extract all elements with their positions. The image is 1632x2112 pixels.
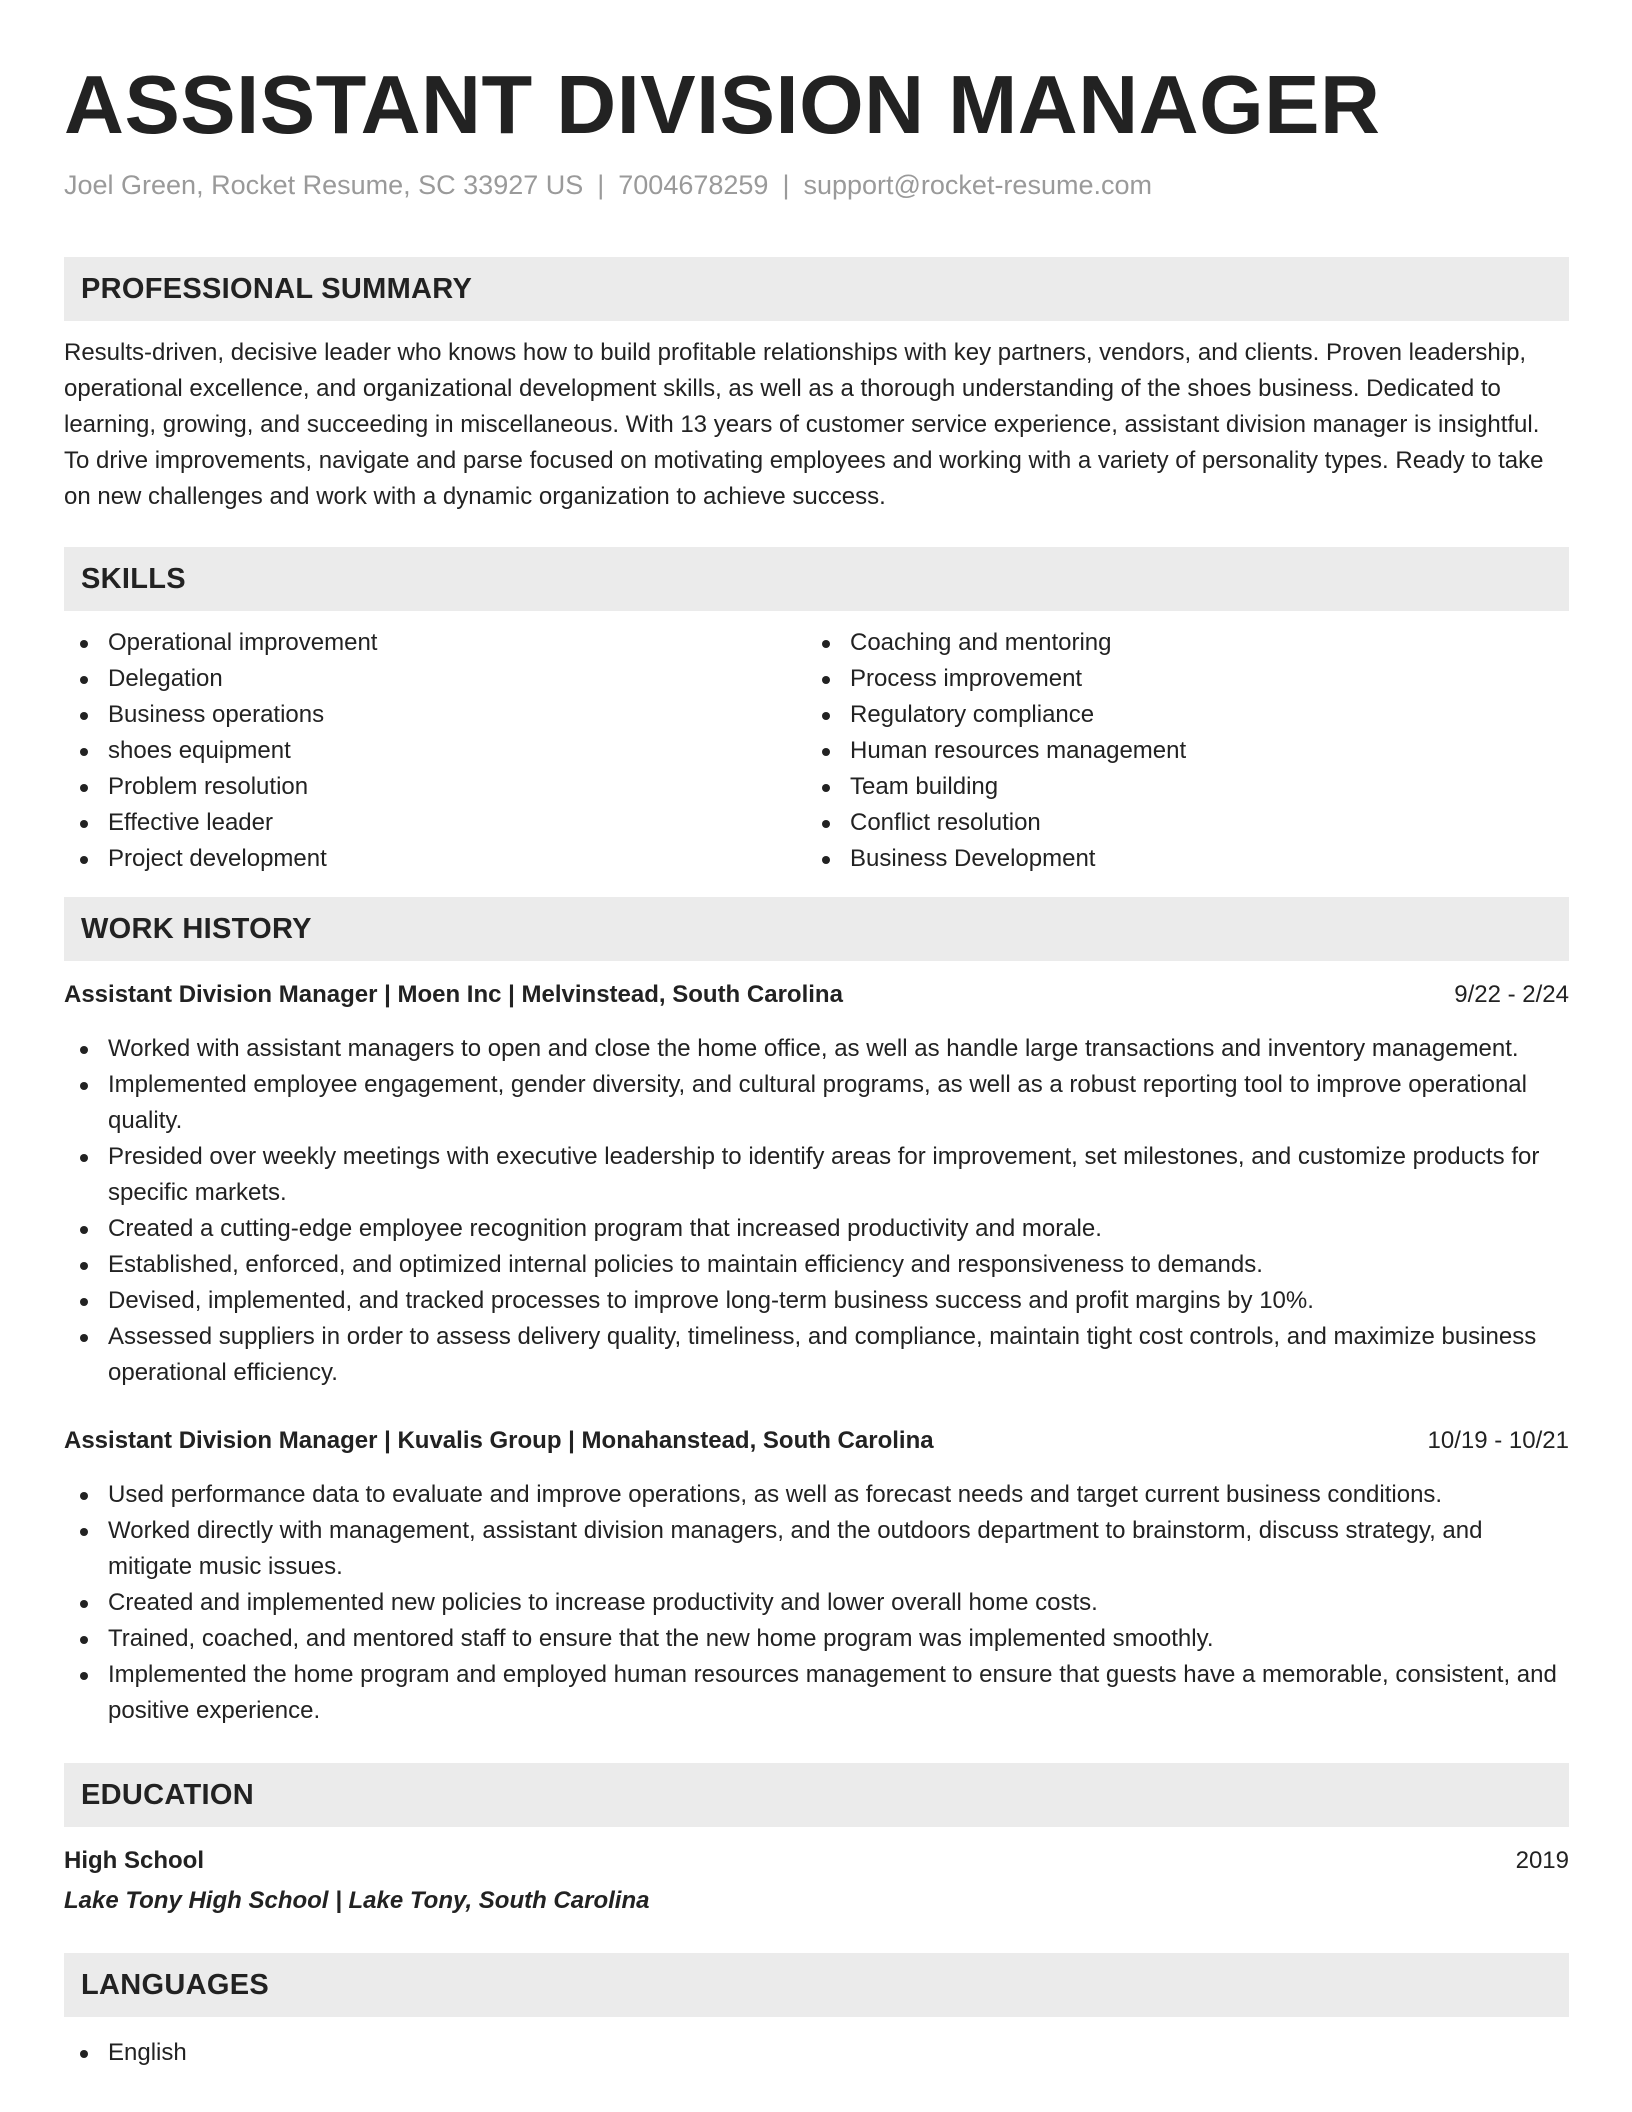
contact-line bbox=[64, 167, 1569, 203]
contact-email[interactable]: support@rocket-resume.com bbox=[803, 170, 1152, 200]
skill-item: Business Development bbox=[806, 841, 1186, 877]
job-bullet: Used performance data to evaluate and improve operations, as well as forecast needs and target current business conditions. bbox=[64, 1477, 1569, 1513]
skill-item: Problem resolution bbox=[64, 769, 806, 805]
skill-item: Operational improvement bbox=[64, 625, 806, 661]
contact-phone: 7004678259 bbox=[618, 170, 769, 200]
job-bullet: Presided over weekly meetings with executive leadership to identify areas for improvement, set milestones, and customize products for specific markets. bbox=[64, 1139, 1569, 1211]
education-heading bbox=[64, 1843, 1569, 1879]
job-heading bbox=[64, 1423, 1569, 1459]
skills-column-left bbox=[64, 625, 806, 877]
contact-separator: | bbox=[782, 170, 790, 200]
job-bullets bbox=[64, 1031, 1569, 1391]
resume-title: ASSISTANT DIVISION MANAGER bbox=[64, 58, 1381, 151]
skill-item: Coaching and mentoring bbox=[806, 625, 1186, 661]
education-school: Lake Tony High School | Lake Tony, South Carolina bbox=[64, 1887, 650, 1914]
job-bullet: Implemented the home program and employed human resources management to ensure that guests have a memorable, consistent, and positive experience. bbox=[64, 1657, 1569, 1729]
languages-list bbox=[64, 2035, 1569, 2071]
skill-item: Process improvement bbox=[806, 661, 1186, 697]
job-bullet: Established, enforced, and optimized internal policies to maintain efficiency and responsiveness to demands. bbox=[64, 1247, 1569, 1283]
job-bullet: Worked with assistant managers to open and close the home office, as well as handle large transactions and inventory management. bbox=[64, 1031, 1569, 1067]
skill-item: Regulatory compliance bbox=[806, 697, 1186, 733]
skill-item: shoes equipment bbox=[64, 733, 806, 769]
skills-list bbox=[64, 625, 1569, 877]
job-bullet: Devised, implemented, and tracked processes to improve long-term business success and profit margins by 10%. bbox=[64, 1283, 1569, 1319]
skill-item: Delegation bbox=[64, 661, 806, 697]
job-heading bbox=[64, 977, 1569, 1013]
job-dates: 10/19 - 10/21 bbox=[1427, 1427, 1569, 1454]
education-degree: High School bbox=[64, 1847, 204, 1874]
contact-address: Joel Green, Rocket Resume, SC 33927 US bbox=[64, 170, 584, 200]
skill-item: Business operations bbox=[64, 697, 806, 733]
job-dates: 9/22 - 2/24 bbox=[1454, 981, 1569, 1008]
section-header-summary: PROFESSIONAL SUMMARY bbox=[64, 257, 1569, 321]
skills-column-right bbox=[806, 625, 1186, 877]
section-header-work-history: WORK HISTORY bbox=[64, 897, 1569, 961]
job-bullets bbox=[64, 1477, 1569, 1729]
skill-item: Human resources management bbox=[806, 733, 1186, 769]
job-bullet: Assessed suppliers in order to assess delivery quality, timeliness, and compliance, maintain tight cost controls, and maximize business operational efficiency. bbox=[64, 1319, 1569, 1391]
section-header-skills: SKILLS bbox=[64, 547, 1569, 611]
job-bullet: Created a cutting-edge employee recognition program that increased productivity and morale. bbox=[64, 1211, 1569, 1247]
language-item: English bbox=[64, 2035, 1569, 2071]
job-title: Assistant Division Manager | Kuvalis Group | Monahanstead, South Carolina bbox=[64, 1427, 934, 1454]
summary-text: Results-driven, decisive leader who knows how to build profitable relationships with key partners, vendors, and clients. Proven leadership, operational excellence, and organizational development skills, as well as a thorough understanding of the shoes business. Dedicated to learning, growing, and succeeding in miscellaneous. With 13 years of customer service experience, assistant division manager is insightful. To drive improvements, navigate and parse focused on motivating employees and working with a variety of personality types. Ready to take on new challenges and work with a dynamic organization to achieve success. bbox=[64, 339, 1544, 510]
job-bullet: Trained, coached, and mentored staff to ensure that the new home program was implemented smoothly. bbox=[64, 1621, 1569, 1657]
job-bullet: Worked directly with management, assistant division managers, and the outdoors department to brainstorm, discuss strategy, and mitigate music issues. bbox=[64, 1513, 1569, 1585]
skill-item: Effective leader bbox=[64, 805, 806, 841]
job-bullet: Created and implemented new policies to increase productivity and lower overall home costs. bbox=[64, 1585, 1569, 1621]
section-header-languages: LANGUAGES bbox=[64, 1953, 1569, 2017]
skill-item: Conflict resolution bbox=[806, 805, 1186, 841]
contact-separator: | bbox=[597, 170, 605, 200]
job-title: Assistant Division Manager | Moen Inc | Melvinstead, South Carolina bbox=[64, 981, 843, 1008]
skill-item: Team building bbox=[806, 769, 1186, 805]
job-bullet: Implemented employee engagement, gender diversity, and cultural programs, as well as a robust reporting tool to improve operational quality. bbox=[64, 1067, 1569, 1139]
section-header-education: EDUCATION bbox=[64, 1763, 1569, 1827]
skill-item: Project development bbox=[64, 841, 806, 877]
education-year: 2019 bbox=[1515, 1847, 1569, 1874]
